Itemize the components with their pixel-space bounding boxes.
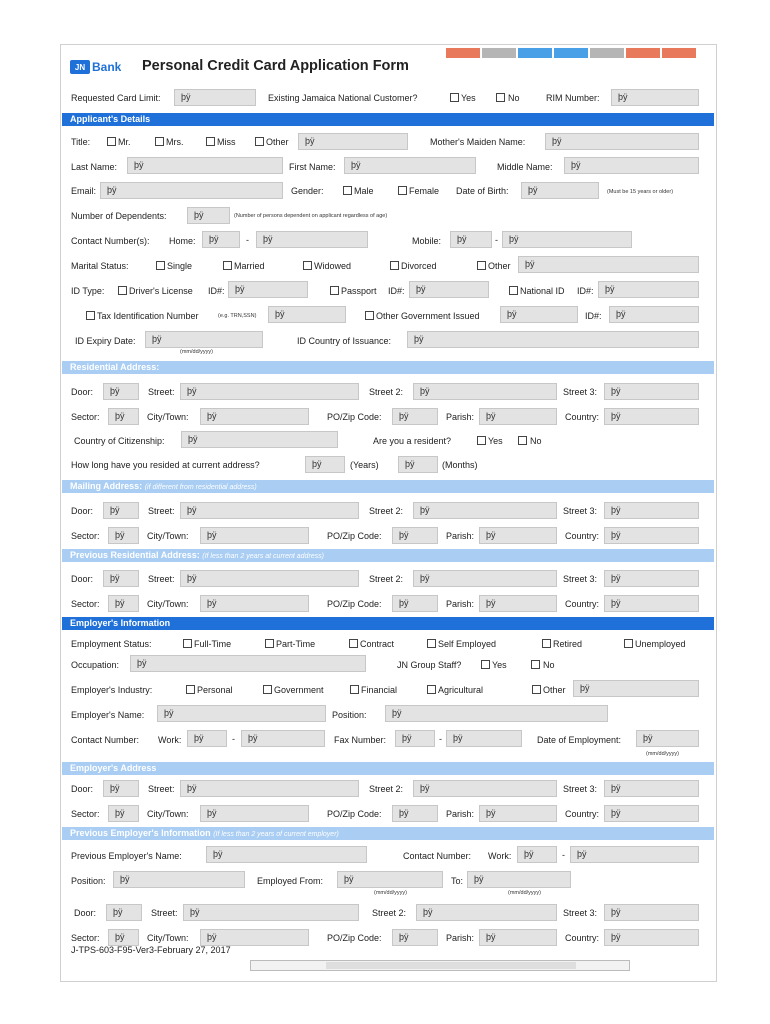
maiden-name-field[interactable]: þÿ — [545, 133, 699, 150]
previous-emp-addr-zip-label: PO/Zip Code: — [327, 933, 382, 943]
industry-government-label: Government — [274, 685, 324, 695]
requested-limit-field[interactable]: þÿ — [174, 89, 256, 106]
mobile-dash: - — [495, 235, 498, 245]
email-label: Email: — [71, 186, 97, 196]
first-name-label: First Name: — [289, 162, 336, 172]
previous-res-country-label: Country: — [565, 599, 600, 609]
mailing-street2-field[interactable]: þÿ — [413, 502, 557, 519]
full-time-checkbox[interactable] — [183, 639, 192, 648]
marital-other-field[interactable]: þÿ — [518, 256, 699, 273]
mobile-number-field[interactable]: þÿ — [502, 231, 632, 248]
marital-married-label: Married — [234, 261, 265, 271]
marital-single-label: Single — [167, 261, 193, 271]
jn-staff-label: JN Group Staff? — [397, 660, 462, 670]
previous-work-label: Work: — [488, 851, 512, 861]
residential-sector-label: Sector: — [71, 412, 100, 422]
residential-street3-label: Street 3: — [563, 387, 598, 397]
self-employed-label: Self Employed — [438, 639, 497, 649]
previous-position-field[interactable]: þÿ — [113, 871, 245, 888]
occupation-label: Occupation: — [71, 660, 120, 670]
mobile-area-field[interactable]: þÿ — [450, 231, 492, 248]
other-gov-id-field[interactable]: þÿ — [609, 306, 699, 323]
residential-address-header: Residential Address: — [62, 361, 714, 374]
resident-yes-checkbox[interactable] — [477, 436, 486, 445]
residential-zip-label: PO/Zip Code: — [327, 412, 382, 422]
previous-employer-header — [62, 827, 714, 840]
drivers-license-checkbox[interactable] — [118, 286, 127, 295]
mailing-sector-label: Sector: — [71, 531, 100, 541]
previous-emp-header-note: (If less than 2 years of current employer) — [213, 831, 339, 838]
title-mr-checkbox[interactable] — [107, 137, 116, 146]
dependents-field[interactable]: þÿ — [187, 207, 230, 224]
jn-bank-logo — [70, 60, 121, 74]
national-id-checkbox[interactable] — [509, 286, 518, 295]
residential-city-label: City/Town: — [147, 412, 189, 422]
resident-no-checkbox[interactable] — [518, 436, 527, 445]
gender-male-label: Male — [354, 186, 374, 196]
doe-label: Date of Employment: — [537, 735, 622, 745]
retired-checkbox[interactable] — [542, 639, 551, 648]
previous-emp-addr-street-label: Street: — [151, 908, 178, 918]
gender-male-checkbox[interactable] — [343, 186, 352, 195]
mailing-door-field[interactable]: þÿ — [103, 502, 139, 519]
employer-addr-street-label: Street: — [148, 784, 175, 794]
industry-personal-label: Personal — [197, 685, 233, 695]
employed-from-label: Employed From: — [257, 876, 324, 886]
self-employed-checkbox[interactable] — [427, 639, 436, 648]
part-time-checkbox[interactable] — [265, 639, 274, 648]
previous-res-street-label: Street: — [148, 574, 175, 584]
industry-other-checkbox[interactable] — [532, 685, 541, 694]
unemployed-label: Unemployed — [635, 639, 686, 649]
employer-addr-city-field[interactable]: þÿ — [200, 805, 309, 822]
color-tab — [554, 48, 588, 58]
passport-label: Passport — [341, 286, 377, 296]
id-type-label: ID Type: — [71, 286, 105, 296]
marital-label: Marital Status: — [71, 261, 129, 271]
previous-residential-header — [62, 549, 714, 562]
jn-staff-no-label: No — [543, 660, 555, 670]
previous-res-street-field[interactable]: þÿ — [180, 570, 359, 587]
mailing-header-text: Mailing Address: — [70, 481, 143, 491]
resident-no-label: No — [530, 436, 542, 446]
industry-personal-checkbox[interactable] — [186, 685, 195, 694]
industry-other-field[interactable]: þÿ — [573, 680, 699, 697]
employer-addr-country-label: Country: — [565, 809, 600, 819]
previous-res-city-label: City/Town: — [147, 599, 189, 609]
mailing-zip-label: PO/Zip Code: — [327, 531, 382, 541]
contact-numbers-label: Contact Number(s): — [71, 236, 150, 246]
fax-number-field[interactable]: þÿ — [446, 730, 522, 747]
previous-res-sector-label: Sector: — [71, 599, 100, 609]
last-name-label: Last Name: — [71, 162, 118, 172]
dob-label: Date of Birth: — [456, 186, 509, 196]
requested-limit-label: Requested Card Limit: — [71, 93, 161, 103]
previous-emp-addr-street3-label: Street 3: — [563, 908, 598, 918]
color-tab — [518, 48, 552, 58]
marital-married-checkbox[interactable] — [223, 261, 232, 270]
residential-sector-field[interactable]: þÿ — [108, 408, 139, 425]
rim-label: RIM Number: — [546, 93, 600, 103]
employer-address-header: Employer's Address — [62, 762, 714, 775]
passport-id-field[interactable]: þÿ — [409, 281, 489, 298]
marital-other-checkbox[interactable] — [477, 261, 486, 270]
previous-emp-addr-country-label: Country: — [565, 933, 600, 943]
gender-label: Gender: — [291, 186, 324, 196]
previous-emp-addr-street-field[interactable]: þÿ — [183, 904, 359, 921]
residential-street-label: Street: — [148, 387, 175, 397]
scrollbar-thumb[interactable] — [326, 962, 576, 969]
mobile-label: Mobile: — [412, 236, 442, 246]
fax-area-field[interactable]: þÿ — [395, 730, 435, 747]
previous-emp-addr-sector-field[interactable]: þÿ — [108, 929, 139, 946]
employer-addr-door-field[interactable]: þÿ — [103, 780, 139, 797]
residential-door-field[interactable]: þÿ — [103, 383, 139, 400]
citizenship-field[interactable]: þÿ — [181, 431, 338, 448]
previous-work-number-field[interactable]: þÿ — [570, 846, 699, 863]
mailing-country-label: Country: — [565, 531, 600, 541]
title-mr-label: Mr. — [118, 137, 131, 147]
previous-emp-addr-city-field[interactable]: þÿ — [200, 929, 309, 946]
industry-financial-label: Financial — [361, 685, 398, 695]
previous-position-label: Position: — [71, 876, 106, 886]
previous-res-street2-label: Street 2: — [369, 574, 404, 584]
employer-position-field[interactable]: þÿ — [385, 705, 608, 722]
previous-emp-addr-street2-field[interactable]: þÿ — [416, 904, 557, 921]
color-tab — [626, 48, 660, 58]
dob-note: (Must be 15 years or older) — [607, 189, 674, 195]
id-expiry-format: (mm/dd/yyyy) — [180, 349, 213, 355]
employer-addr-street2-label: Street 2: — [369, 784, 404, 794]
jn-staff-yes-label: Yes — [492, 660, 507, 670]
marital-single-checkbox[interactable] — [156, 261, 165, 270]
maiden-name-label: Mother's Maiden Name: — [430, 137, 526, 147]
employer-addr-street2-field[interactable]: þÿ — [413, 780, 557, 797]
employer-work-label: Work: — [158, 735, 182, 745]
how-long-label: How long have you resided at current address? — [71, 460, 260, 470]
gender-female-checkbox[interactable] — [398, 186, 407, 195]
email-field[interactable]: þÿ — [100, 182, 283, 199]
previous-work-area-field[interactable]: þÿ — [517, 846, 557, 863]
other-gov-label: Other Government Issued — [376, 311, 480, 321]
fax-label: Fax Number: — [334, 735, 387, 745]
previous-res-header-text: Previous Residential Address: — [70, 550, 200, 560]
title-other-field[interactable]: þÿ — [298, 133, 408, 150]
residential-street2-label: Street 2: — [369, 387, 404, 397]
residential-street3-field[interactable]: þÿ — [604, 383, 699, 400]
mailing-sector-field[interactable]: þÿ — [108, 527, 139, 544]
years-label: (Years) — [350, 460, 379, 470]
mailing-parish-label: Parish: — [446, 531, 475, 541]
dob-field[interactable]: þÿ — [521, 182, 599, 199]
existing-yes-checkbox[interactable] — [450, 93, 459, 102]
marital-divorced-label: Divorced — [401, 261, 437, 271]
drivers-id-field[interactable]: þÿ — [228, 281, 308, 298]
previous-res-zip-field[interactable]: þÿ — [392, 595, 438, 612]
mailing-address-header — [62, 480, 714, 493]
color-tab — [482, 48, 516, 58]
previous-emp-addr-country-field[interactable]: þÿ — [604, 929, 699, 946]
rim-field[interactable]: þÿ — [611, 89, 699, 106]
previous-res-door-field[interactable]: þÿ — [103, 570, 139, 587]
employer-addr-street-field[interactable]: þÿ — [180, 780, 359, 797]
residential-parish-label: Parish: — [446, 412, 475, 422]
industry-government-checkbox[interactable] — [263, 685, 272, 694]
employer-addr-country-field[interactable]: þÿ — [604, 805, 699, 822]
trn-note: (e.g. TRN,SSN) — [218, 313, 257, 319]
occupation-field[interactable]: þÿ — [130, 655, 366, 672]
residential-zip-field[interactable]: þÿ — [392, 408, 438, 425]
months-field[interactable]: þÿ — [398, 456, 438, 473]
form-title: Personal Credit Card Application Form — [142, 58, 409, 74]
employed-to-format: (mm/dd/yyyy) — [508, 890, 541, 896]
employed-to-label: To: — [451, 876, 464, 886]
residential-country-field[interactable]: þÿ — [604, 408, 699, 425]
years-field[interactable]: þÿ — [305, 456, 345, 473]
previous-emp-addr-parish-label: Parish: — [446, 933, 475, 943]
marital-widowed-label: Widowed — [314, 261, 352, 271]
home-number-field[interactable]: þÿ — [256, 231, 368, 248]
industry-agricultural-checkbox[interactable] — [427, 685, 436, 694]
mailing-door-label: Door: — [71, 506, 94, 516]
applicant-details-header: Applicant's Details — [62, 113, 714, 126]
middle-name-label: Middle Name: — [497, 162, 553, 172]
previous-emp-addr-zip-field[interactable]: þÿ — [392, 929, 438, 946]
previous-res-street2-field[interactable]: þÿ — [413, 570, 557, 587]
title-miss-checkbox[interactable] — [206, 137, 215, 146]
residential-street2-field[interactable]: þÿ — [413, 383, 557, 400]
mailing-city-label: City/Town: — [147, 531, 189, 541]
previous-emp-addr-door-label: Door: — [74, 908, 97, 918]
title-other-checkbox[interactable] — [255, 137, 264, 146]
residential-country-label: Country: — [565, 412, 600, 422]
residential-parish-field[interactable]: þÿ — [479, 408, 557, 425]
previous-res-parish-field[interactable]: þÿ — [479, 595, 557, 612]
employer-position-label: Position: — [332, 710, 367, 720]
existing-customer-label: Existing Jamaica National Customer? — [268, 93, 418, 103]
mailing-parish-field[interactable]: þÿ — [479, 527, 557, 544]
dependents-note: (Number of persons dependent on applicant regardless of age) — [234, 213, 388, 219]
employer-info-header: Employer's Information — [62, 617, 714, 630]
passport-checkbox[interactable] — [330, 286, 339, 295]
previous-employer-name-field[interactable]: þÿ — [206, 846, 367, 863]
previous-res-header-note: (If less than 2 years at current address) — [202, 553, 325, 560]
previous-res-city-field[interactable]: þÿ — [200, 595, 309, 612]
id-expiry-field[interactable]: þÿ — [145, 331, 263, 348]
title-mrs-label: Mrs. — [166, 137, 184, 147]
gender-female-label: Female — [409, 186, 440, 196]
industry-label: Employer's Industry: — [71, 685, 153, 695]
previous-employer-name-label: Previous Employer's Name: — [71, 851, 182, 861]
employer-work-area-field[interactable]: þÿ — [187, 730, 227, 747]
mailing-street3-label: Street 3: — [563, 506, 598, 516]
last-name-field[interactable]: þÿ — [127, 157, 283, 174]
resident-yes-label: Yes — [488, 436, 503, 446]
home-dash: - — [246, 235, 249, 245]
id-expiry-label: ID Expiry Date: — [75, 336, 136, 346]
employer-work-dash: - — [232, 734, 235, 744]
industry-agricultural-label: Agricultural — [438, 685, 484, 695]
employer-addr-street3-label: Street 3: — [563, 784, 598, 794]
marital-other-label: Other — [488, 261, 511, 271]
contract-label: Contract — [360, 639, 395, 649]
color-tab — [662, 48, 696, 58]
employer-addr-zip-field[interactable]: þÿ — [392, 805, 438, 822]
existing-no-checkbox[interactable] — [496, 93, 505, 102]
mailing-city-field[interactable]: þÿ — [200, 527, 309, 544]
previous-emp-addr-street2-label: Street 2: — [372, 908, 407, 918]
passport-id-label: ID#: — [388, 286, 405, 296]
fax-dash: - — [439, 734, 442, 744]
mailing-country-field[interactable]: þÿ — [604, 527, 699, 544]
previous-res-zip-label: PO/Zip Code: — [327, 599, 382, 609]
residential-street-field[interactable]: þÿ — [180, 383, 359, 400]
employment-status-label: Employment Status: — [71, 639, 152, 649]
previous-res-country-field[interactable]: þÿ — [604, 595, 699, 612]
mailing-street2-label: Street 2: — [369, 506, 404, 516]
id-country-field[interactable]: þÿ — [407, 331, 699, 348]
previous-emp-addr-sector-label: Sector: — [71, 933, 100, 943]
home-label: Home: — [169, 236, 196, 246]
trn-field[interactable]: þÿ — [268, 306, 346, 323]
previous-res-door-label: Door: — [71, 574, 94, 584]
other-gov-id-label: ID#: — [585, 311, 602, 321]
doe-format: (mm/dd/yyyy) — [646, 751, 679, 757]
previous-emp-addr-door-field[interactable]: þÿ — [106, 904, 142, 921]
employer-addr-zip-label: PO/Zip Code: — [327, 809, 382, 819]
mailing-zip-field[interactable]: þÿ — [392, 527, 438, 544]
trn-checkbox[interactable] — [86, 311, 95, 320]
national-id-label: National ID — [520, 286, 565, 296]
national-id-field[interactable]: þÿ — [598, 281, 699, 298]
previous-res-street3-label: Street 3: — [563, 574, 598, 584]
title-label: Title: — [71, 137, 91, 147]
previous-emp-addr-parish-field[interactable]: þÿ — [479, 929, 557, 946]
dependents-label: Number of Dependents: — [71, 211, 167, 221]
unemployed-checkbox[interactable] — [624, 639, 633, 648]
horizontal-scrollbar[interactable] — [250, 960, 630, 971]
employed-to-field[interactable]: þÿ — [467, 871, 571, 888]
previous-res-parish-label: Parish: — [446, 599, 475, 609]
full-time-label: Full-Time — [194, 639, 232, 649]
footer-code: J-TPS-603-F95-Ver3-February 27, 2017 — [71, 945, 231, 955]
logo-mark: JN — [70, 60, 90, 74]
employer-name-label: Employer's Name: — [71, 710, 145, 720]
previous-emp-addr-street3-field[interactable]: þÿ — [604, 904, 699, 921]
previous-res-sector-field[interactable]: þÿ — [108, 595, 139, 612]
previous-emp-header-text: Previous Employer's Information — [70, 828, 211, 838]
trn-label: Tax Identification Number — [97, 311, 199, 321]
color-tabs — [446, 48, 696, 58]
employer-addr-sector-label: Sector: — [71, 809, 100, 819]
employer-addr-door-label: Door: — [71, 784, 94, 794]
doe-field[interactable]: þÿ — [636, 730, 699, 747]
employer-addr-sector-field[interactable]: þÿ — [108, 805, 139, 822]
employer-name-field[interactable]: þÿ — [157, 705, 326, 722]
employer-contact-label: Contact Number: — [71, 735, 140, 745]
previous-work-dash: - — [562, 850, 565, 860]
months-label: (Months) — [442, 460, 478, 470]
other-gov-field[interactable]: þÿ — [500, 306, 578, 323]
marital-widowed-checkbox[interactable] — [303, 261, 312, 270]
employed-from-field[interactable]: þÿ — [337, 871, 443, 888]
title-miss-label: Miss — [217, 137, 236, 147]
other-gov-checkbox[interactable] — [365, 311, 374, 320]
first-name-field[interactable]: þÿ — [344, 157, 476, 174]
title-mrs-checkbox[interactable] — [155, 137, 164, 146]
drivers-id-label: ID#: — [208, 286, 225, 296]
existing-yes-label: Yes — [461, 93, 476, 103]
jn-staff-yes-checkbox[interactable] — [481, 660, 490, 669]
mailing-street-field[interactable]: þÿ — [180, 502, 359, 519]
jn-staff-no-checkbox[interactable] — [531, 660, 540, 669]
employer-addr-street3-field[interactable]: þÿ — [604, 780, 699, 797]
logo-text: Bank — [92, 60, 122, 74]
national-id-no-label: ID#: — [577, 286, 594, 296]
residential-city-field[interactable]: þÿ — [200, 408, 309, 425]
employed-from-format: (mm/dd/yyyy) — [374, 890, 407, 896]
id-country-label: ID Country of Issuance: — [297, 336, 392, 346]
mailing-street3-field[interactable]: þÿ — [604, 502, 699, 519]
employer-addr-city-label: City/Town: — [147, 809, 189, 819]
resident-label: Are you a resident? — [373, 436, 452, 446]
industry-other-label: Other — [543, 685, 566, 695]
employer-addr-parish-field[interactable]: þÿ — [479, 805, 557, 822]
citizenship-label: Country of Citizenship: — [74, 436, 165, 446]
marital-divorced-checkbox[interactable] — [390, 261, 399, 270]
previous-res-street3-field[interactable]: þÿ — [604, 570, 699, 587]
previous-emp-addr-city-label: City/Town: — [147, 933, 189, 943]
title-other-label: Other — [266, 137, 289, 147]
home-area-field[interactable]: þÿ — [202, 231, 240, 248]
part-time-label: Part-Time — [276, 639, 316, 649]
retired-label: Retired — [553, 639, 583, 649]
drivers-license-label: Driver's License — [129, 286, 193, 296]
previous-contact-label: Contact Number: — [403, 851, 472, 861]
employer-addr-parish-label: Parish: — [446, 809, 475, 819]
middle-name-field[interactable]: þÿ — [564, 157, 699, 174]
industry-financial-checkbox[interactable] — [350, 685, 359, 694]
color-tab — [590, 48, 624, 58]
mailing-header-note: (if different from residential address) — [144, 484, 257, 491]
existing-no-label: No — [508, 93, 520, 103]
residential-door-label: Door: — [71, 387, 94, 397]
color-tab — [446, 48, 480, 58]
contract-checkbox[interactable] — [349, 639, 358, 648]
employer-work-number-field[interactable]: þÿ — [241, 730, 325, 747]
mailing-street-label: Street: — [148, 506, 175, 516]
